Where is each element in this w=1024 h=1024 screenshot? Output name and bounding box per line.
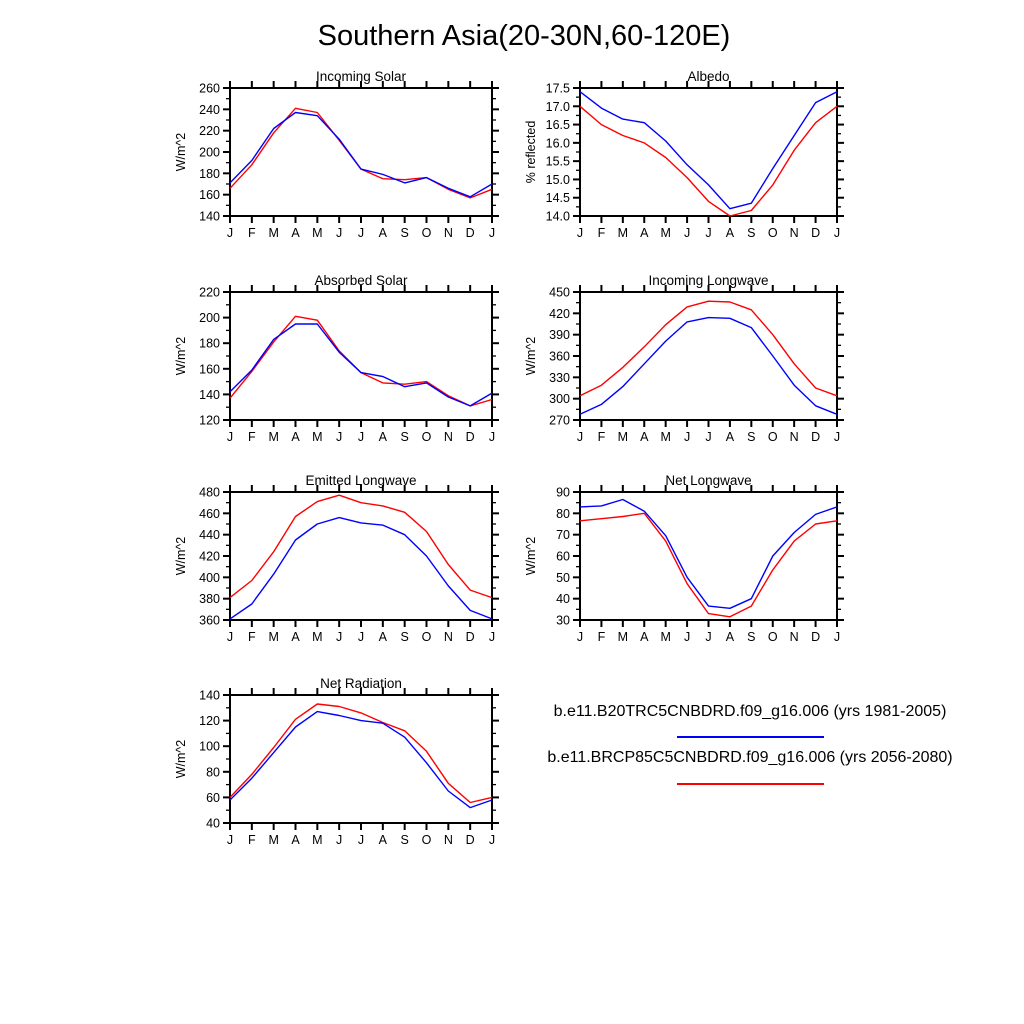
chart-incoming-longwave: [505, 268, 862, 458]
svg-text:F: F: [248, 430, 256, 444]
svg-text:100: 100: [199, 739, 220, 754]
svg-text:220: 220: [199, 124, 220, 139]
svg-text:M: M: [660, 226, 671, 240]
svg-text:W/m^2: W/m^2: [524, 336, 538, 376]
svg-text:S: S: [400, 430, 409, 444]
svg-text:Net Longwave: Net Longwave: [665, 473, 752, 488]
svg-text:M: M: [617, 226, 629, 240]
svg-text:O: O: [767, 430, 778, 444]
svg-text:S: S: [747, 430, 756, 444]
svg-text:140: 140: [199, 688, 220, 703]
svg-text:240: 240: [199, 102, 220, 117]
svg-text:N: N: [789, 630, 799, 644]
svg-text:J: J: [705, 630, 712, 644]
svg-text:J: J: [576, 226, 584, 240]
svg-text:J: J: [226, 833, 234, 847]
svg-text:260: 260: [199, 81, 220, 96]
svg-text:O: O: [767, 630, 778, 644]
svg-text:390: 390: [549, 328, 570, 343]
svg-text:140: 140: [199, 387, 220, 402]
svg-text:120: 120: [199, 714, 220, 729]
svg-text:300: 300: [549, 392, 570, 407]
svg-text:40: 40: [556, 592, 570, 607]
svg-text:J: J: [336, 630, 343, 644]
svg-text:A: A: [378, 226, 388, 240]
chart-albedo: [505, 64, 862, 254]
svg-text:15.0: 15.0: [545, 172, 570, 187]
svg-text:N: N: [443, 630, 453, 644]
svg-text:60: 60: [206, 790, 220, 805]
svg-text:A: A: [378, 833, 388, 847]
svg-text:450: 450: [549, 285, 570, 300]
svg-text:80: 80: [556, 506, 570, 521]
svg-text:D: D: [465, 430, 475, 444]
svg-text:180: 180: [199, 166, 220, 181]
svg-text:16.5: 16.5: [545, 118, 570, 133]
svg-text:A: A: [291, 833, 300, 847]
chart-net-radiation: [155, 671, 517, 861]
svg-text:D: D: [465, 226, 475, 240]
svg-text:16.0: 16.0: [545, 136, 570, 151]
svg-text:M: M: [312, 226, 323, 240]
svg-text:80: 80: [206, 765, 220, 780]
svg-text:Emitted Longwave: Emitted Longwave: [305, 473, 417, 488]
svg-text:D: D: [465, 630, 475, 644]
svg-text:460: 460: [199, 506, 220, 521]
svg-text:S: S: [400, 630, 409, 644]
svg-text:O: O: [421, 630, 432, 644]
svg-text:M: M: [617, 630, 629, 644]
svg-text:Incoming Longwave: Incoming Longwave: [648, 273, 769, 288]
svg-text:W/m^2: W/m^2: [174, 336, 188, 376]
svg-text:% reflected: % reflected: [524, 120, 538, 184]
legend-label-historical: b.e11.B20TRC5CNBDRD.f09_g16.006 (yrs 1981-2005): [553, 703, 947, 720]
svg-text:160: 160: [199, 362, 220, 377]
legend-line-blue: [677, 736, 824, 738]
chart-incoming-solar: [155, 64, 517, 254]
svg-text:360: 360: [549, 349, 570, 364]
svg-text:O: O: [767, 226, 778, 240]
svg-text:30: 30: [556, 613, 570, 628]
svg-text:D: D: [465, 833, 475, 847]
svg-text:F: F: [597, 226, 606, 240]
svg-text:S: S: [747, 226, 756, 240]
svg-text:S: S: [747, 630, 756, 644]
svg-text:70: 70: [556, 528, 570, 543]
svg-text:F: F: [597, 630, 606, 644]
svg-text:J: J: [226, 630, 234, 644]
svg-text:W/m^2: W/m^2: [524, 536, 538, 576]
svg-text:A: A: [378, 630, 388, 644]
svg-text:J: J: [833, 630, 841, 644]
svg-text:M: M: [268, 833, 279, 847]
svg-text:90: 90: [556, 485, 570, 500]
svg-text:A: A: [291, 630, 300, 644]
svg-text:330: 330: [549, 370, 570, 385]
svg-text:J: J: [576, 430, 584, 444]
svg-text:Albedo: Albedo: [687, 69, 730, 84]
svg-text:380: 380: [199, 592, 220, 607]
svg-text:J: J: [488, 833, 496, 847]
svg-text:M: M: [312, 630, 323, 644]
svg-text:W/m^2: W/m^2: [174, 739, 188, 779]
svg-text:A: A: [291, 430, 300, 444]
svg-text:17.5: 17.5: [545, 81, 570, 96]
svg-text:220: 220: [199, 285, 220, 300]
svg-text:J: J: [488, 430, 496, 444]
svg-text:N: N: [789, 226, 799, 240]
svg-text:14.5: 14.5: [545, 191, 570, 206]
svg-text:A: A: [291, 226, 300, 240]
svg-text:A: A: [640, 430, 649, 444]
svg-text:120: 120: [199, 413, 220, 428]
svg-text:J: J: [357, 630, 365, 644]
svg-text:J: J: [488, 226, 496, 240]
svg-text:M: M: [660, 430, 671, 444]
svg-text:O: O: [421, 430, 432, 444]
legend-label-rcp85: b.e11.BRCP85C5CNBDRD.f09_g16.006 (yrs 2056-2080): [547, 749, 953, 766]
svg-text:N: N: [443, 430, 453, 444]
svg-text:A: A: [725, 226, 735, 240]
svg-text:S: S: [400, 833, 409, 847]
svg-text:A: A: [640, 630, 649, 644]
svg-text:A: A: [725, 430, 735, 444]
svg-text:N: N: [789, 430, 799, 444]
svg-text:W/m^2: W/m^2: [174, 132, 188, 172]
svg-text:270: 270: [549, 413, 570, 428]
svg-text:M: M: [617, 430, 629, 444]
svg-text:D: D: [811, 226, 821, 240]
svg-text:J: J: [226, 430, 234, 444]
svg-text:J: J: [336, 226, 343, 240]
svg-text:Incoming Solar: Incoming Solar: [315, 69, 407, 84]
svg-text:A: A: [640, 226, 649, 240]
svg-text:200: 200: [199, 311, 220, 326]
svg-text:15.5: 15.5: [545, 154, 570, 169]
svg-text:400: 400: [199, 570, 220, 585]
svg-text:50: 50: [556, 570, 570, 585]
svg-text:J: J: [488, 630, 496, 644]
svg-text:17.0: 17.0: [545, 99, 570, 114]
svg-text:14.0: 14.0: [545, 209, 570, 224]
chart-absorbed-solar: [155, 268, 517, 458]
svg-text:J: J: [357, 430, 365, 444]
page-title: Southern Asia(20-30N,60-120E): [317, 20, 731, 52]
svg-text:J: J: [226, 226, 234, 240]
svg-text:J: J: [705, 226, 712, 240]
legend-line-red: [677, 783, 824, 785]
svg-text:420: 420: [549, 306, 570, 321]
svg-text:O: O: [421, 226, 432, 240]
svg-text:J: J: [833, 430, 841, 444]
svg-text:480: 480: [199, 485, 220, 500]
svg-text:M: M: [268, 226, 279, 240]
svg-text:140: 140: [199, 209, 220, 224]
svg-text:420: 420: [199, 549, 220, 564]
chart-emitted-longwave: [155, 468, 517, 658]
svg-text:J: J: [357, 833, 365, 847]
svg-text:N: N: [443, 226, 453, 240]
svg-text:440: 440: [199, 528, 220, 543]
svg-text:200: 200: [199, 145, 220, 160]
svg-text:40: 40: [206, 816, 220, 831]
svg-text:M: M: [660, 630, 671, 644]
svg-text:360: 360: [199, 613, 220, 628]
svg-text:D: D: [811, 630, 821, 644]
svg-text:J: J: [357, 226, 365, 240]
svg-text:M: M: [268, 630, 279, 644]
svg-text:F: F: [248, 226, 256, 240]
svg-text:F: F: [248, 630, 256, 644]
svg-text:S: S: [400, 226, 409, 240]
svg-text:J: J: [833, 226, 841, 240]
svg-text:J: J: [683, 226, 691, 240]
svg-text:O: O: [421, 833, 432, 847]
svg-text:180: 180: [199, 336, 220, 351]
svg-text:A: A: [378, 430, 388, 444]
svg-text:J: J: [336, 833, 343, 847]
svg-text:W/m^2: W/m^2: [174, 536, 188, 576]
svg-text:Net Radiation: Net Radiation: [320, 676, 402, 691]
svg-text:M: M: [312, 833, 323, 847]
svg-text:Absorbed Solar: Absorbed Solar: [314, 273, 408, 288]
svg-text:D: D: [811, 430, 821, 444]
svg-text:J: J: [705, 430, 712, 444]
svg-text:N: N: [443, 833, 453, 847]
svg-text:J: J: [683, 630, 691, 644]
svg-text:M: M: [312, 430, 323, 444]
svg-text:J: J: [336, 430, 343, 444]
chart-net-longwave: [505, 468, 862, 658]
svg-text:A: A: [725, 630, 735, 644]
svg-text:M: M: [268, 430, 279, 444]
svg-text:J: J: [683, 430, 691, 444]
svg-text:F: F: [248, 833, 256, 847]
svg-text:J: J: [576, 630, 584, 644]
svg-text:160: 160: [199, 188, 220, 203]
svg-text:F: F: [597, 430, 606, 444]
svg-text:60: 60: [556, 549, 570, 564]
